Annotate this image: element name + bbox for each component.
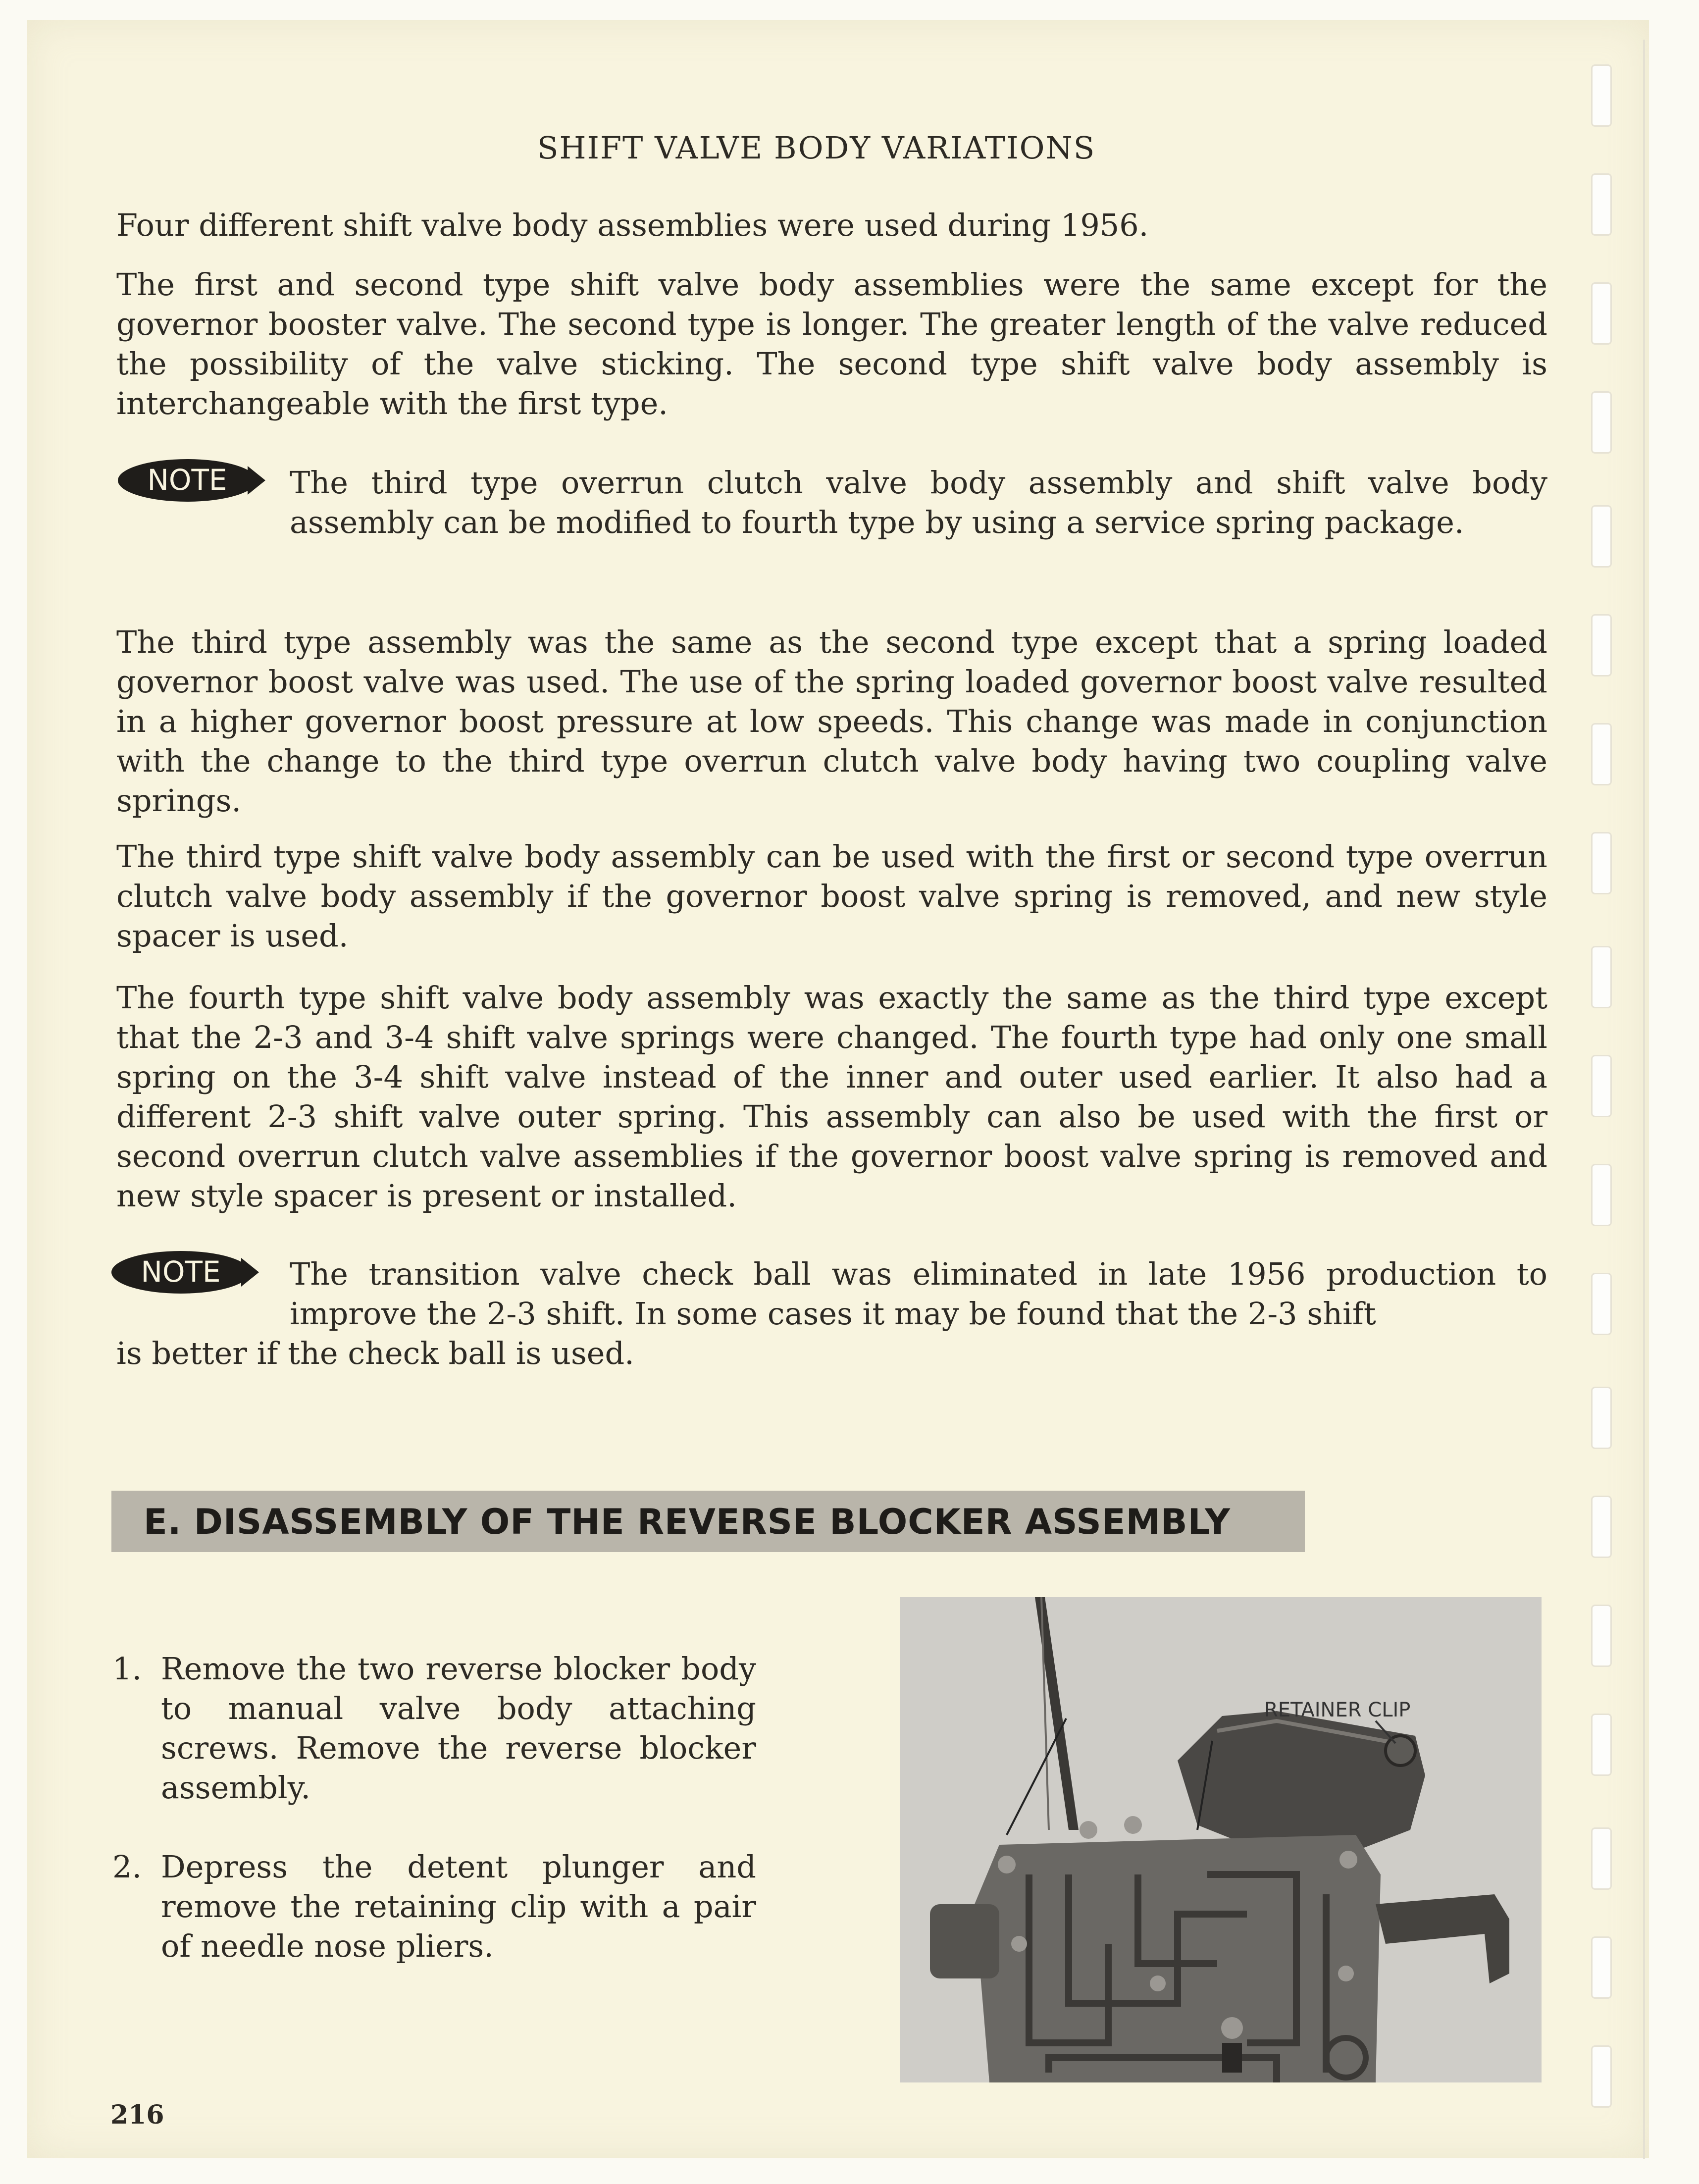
- binder-hole: [1591, 1714, 1612, 1776]
- section-heading: E. DISASSEMBLY OF THE REVERSE BLOCKER ASSEMBLY: [144, 1502, 1231, 1542]
- binder-hole: [1591, 1496, 1612, 1558]
- step-number: 2.: [112, 1849, 142, 1885]
- step-text: Remove the two reverse blocker body to manual valve body attaching screws. Remove the reverse blocker assembly.: [161, 1651, 756, 1806]
- step-1: [112, 1649, 756, 1808]
- binder-hole: [1591, 1605, 1612, 1667]
- section-heading-bar: [111, 1491, 1305, 1552]
- binder-hole: [1591, 1827, 1612, 1890]
- binder-hole: [1591, 64, 1612, 127]
- binder-hole: [1591, 614, 1612, 676]
- binder-holes: [1591, 40, 1621, 2144]
- paragraph-third-type-compat: The third type shift valve body assembly can be used with the first or second type overrun clutch valve body assembly if the governor boost valve spring is removed, and new style spacer is used.: [116, 838, 1547, 954]
- note-badge-icon: [118, 457, 266, 504]
- note-text-2: The transition valve check ball was eliminated in late 1956 production to improve the 2-3 shift. In some cases it may be found that the 2-3 shift: [290, 1256, 1547, 1332]
- binder-hole: [1591, 505, 1612, 568]
- binder-hole: [1591, 1936, 1612, 1999]
- note-badge-icon: [111, 1249, 260, 1296]
- page-number: 216: [110, 2100, 164, 2130]
- binder-hole: [1591, 1164, 1612, 1226]
- page-edge: [1643, 40, 1645, 2159]
- paragraph-intro: Four different shift valve body assemblies were used during 1956.: [116, 207, 1149, 243]
- step-text: Depress the detent plunger and remove the retaining clip with a pair of needle nose pliers.: [161, 1849, 756, 1964]
- page-title: SHIFT VALVE BODY VARIATIONS: [537, 130, 1096, 166]
- binder-hole: [1591, 2045, 1612, 2108]
- manual-page: [27, 20, 1649, 2158]
- step-number: 1.: [112, 1651, 142, 1687]
- binder-hole: [1591, 173, 1612, 236]
- binder-hole: [1591, 1387, 1612, 1449]
- binder-hole: [1591, 723, 1612, 785]
- binder-hole: [1591, 1055, 1612, 1117]
- valve-body-illustration-icon: [900, 1597, 1542, 2082]
- paragraph-fourth-type: The fourth type shift valve body assembly was exactly the same as the third type except that the 2-3 and 3-4 shift valve springs were changed. The fourth type had only one small spring on the 3-4 shift valve instead of the inner and outer used earlier. It also had a different 2-3 shift valve outer spring. This assembly can also be used with the first or second overrun clutch valve assemblies if the governor boost valve spring is removed and new style spacer is present or installed.: [116, 980, 1547, 1214]
- note-badge-label: NOTE: [147, 463, 227, 497]
- note-badge-label: NOTE: [141, 1255, 221, 1289]
- binder-hole: [1591, 282, 1612, 345]
- paragraph-first-second-type: The first and second type shift valve body assemblies were the same except for the governor booster valve. The second type is longer. The greater length of the valve reduced the possibility of the valve sticking. The second type shift valve body assembly is interchangeable with the first type.: [116, 266, 1547, 421]
- note-text-2-tail: is better if the check ball is used.: [116, 1335, 634, 1371]
- step-2: [112, 1847, 756, 1966]
- binder-hole: [1591, 946, 1612, 1008]
- valve-body-photo: [900, 1597, 1542, 2082]
- binder-hole: [1591, 1273, 1612, 1335]
- retainer-clip-label: RETAINER CLIP: [1264, 1699, 1411, 1721]
- binder-hole: [1591, 391, 1612, 454]
- note-text-1: The third type overrun clutch valve body assembly and shift valve body assembly can be modified to fourth type by using a service spring package.: [290, 465, 1547, 540]
- binder-hole: [1591, 832, 1612, 894]
- paragraph-third-type: The third type assembly was the same as the second type except that a spring loaded governor boost valve was used. The use of the spring loaded governor boost valve resulted in a higher governor boost pressure at low speeds. This change was made in conjunction with the change to the third type overrun clutch valve body having two coupling valve springs.: [116, 624, 1547, 819]
